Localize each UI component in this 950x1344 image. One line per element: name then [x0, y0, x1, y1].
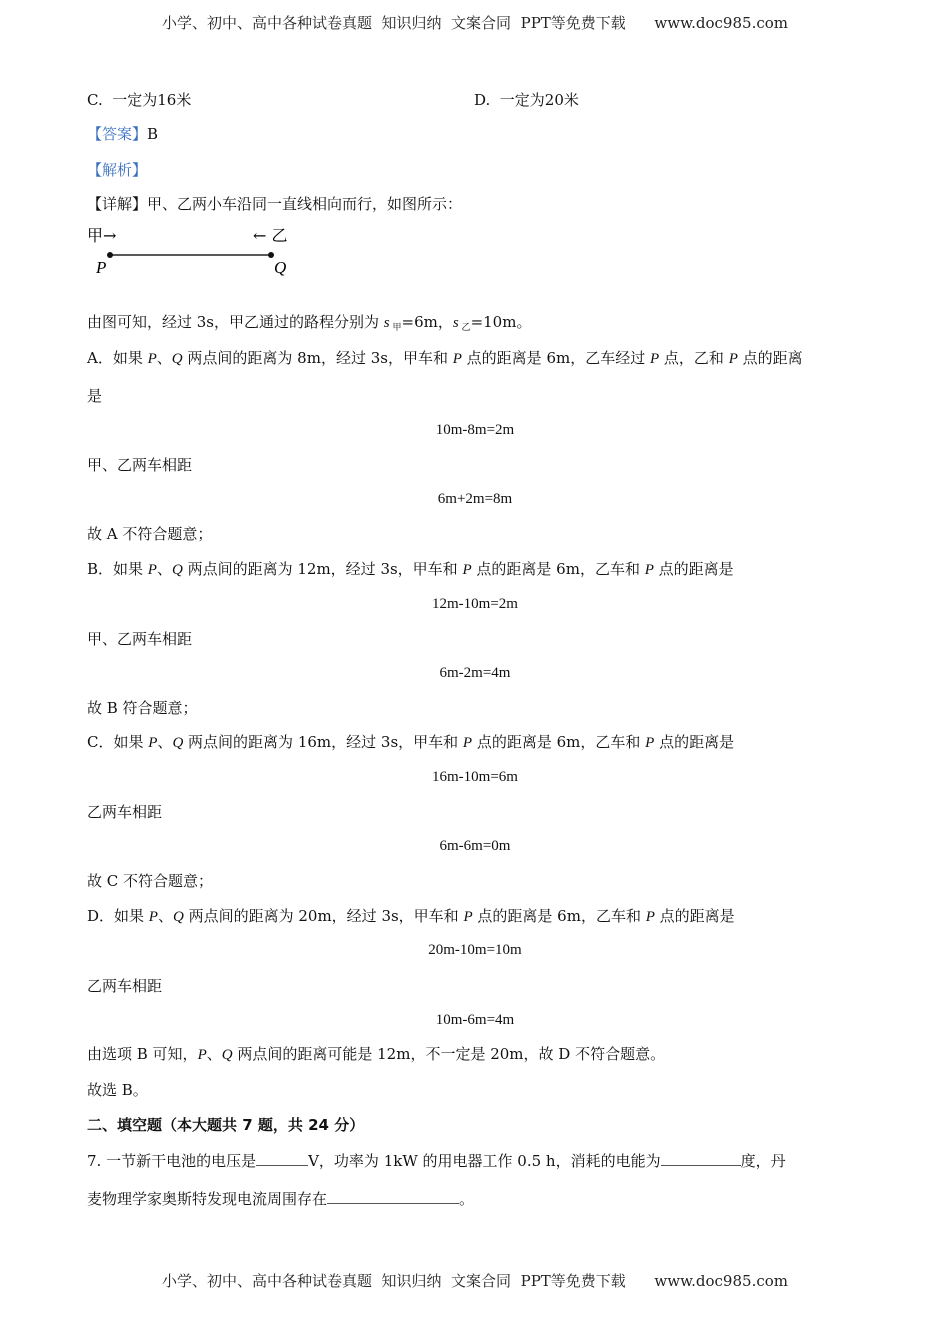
right-car-label: ← 乙 — [253, 226, 288, 245]
text-segment: 6m-6m=0m — [439, 838, 511, 854]
text-segment: P — [463, 909, 473, 925]
text-segment: Q — [171, 351, 183, 367]
section-label: 【解析】 — [87, 161, 148, 179]
text-segment: P — [645, 735, 655, 751]
text-segment: 6m+2m=8m — [437, 491, 513, 507]
text-line — [87, 312, 531, 338]
text-line — [87, 629, 192, 649]
text-segment: D．如果 — [87, 907, 149, 925]
text-segment: 10m-6m=4m — [435, 1012, 515, 1028]
text-line — [87, 1189, 474, 1209]
text-line — [87, 1115, 364, 1135]
text-line — [87, 124, 158, 144]
text-line — [87, 559, 734, 580]
text-line — [87, 194, 462, 214]
text-line — [87, 455, 192, 475]
text-segment: 甲、乙两车相距 — [87, 630, 193, 648]
equation-line — [0, 1010, 950, 1030]
text-segment: 二、填空题（本大题共 7 题，共 24 分） — [87, 1116, 365, 1134]
page-footer: 小学、初中、高中各种试卷真题 知识归纳 文案合同 PPT等免费下载 www.doc985.com — [161, 1272, 788, 1290]
point-p — [107, 252, 113, 258]
text-line — [87, 906, 735, 927]
answer-blank[interactable] — [661, 1151, 741, 1166]
text-segment: C．如果 — [87, 733, 149, 751]
text-segment: 12m-10m=2m — [432, 596, 518, 612]
equation-line — [0, 489, 950, 509]
text-segment: P — [147, 562, 157, 578]
text-segment: B — [147, 125, 159, 143]
text-line — [87, 976, 162, 996]
option-c: C. 一定为16米 — [87, 91, 192, 109]
point-q-label: Q — [274, 258, 287, 277]
text-segment: 点的距离是 6m，乙车经过 — [461, 349, 650, 367]
text-segment: 10m-8m=2m — [435, 422, 515, 438]
page-header: 小学、初中、高中各种试卷真题 知识归纳 文案合同 PPT等免费下载 www.doc985.com — [161, 14, 788, 32]
text-segment: 点的距离是 6m，乙车和 — [472, 907, 646, 925]
text-segment: A．如果 — [87, 349, 148, 367]
text-line — [87, 160, 147, 180]
text-segment: 、 — [157, 733, 173, 751]
text-segment: 、 — [156, 560, 172, 578]
text-segment: V，功率为 1kW 的用电器工作 0.5 h，消耗的电能为 — [308, 1152, 661, 1170]
equation-line — [0, 420, 950, 440]
text-segment: 由图可知，经过 3s，甲乙通过的路程分别为 — [87, 313, 384, 331]
text-segment: P — [462, 562, 472, 578]
text-segment: Q — [221, 1047, 233, 1063]
answer-blank[interactable] — [256, 1151, 308, 1166]
text-line — [87, 1044, 665, 1065]
text-segment: 点，乙和 — [659, 349, 729, 367]
text-segment: 两点间的距离为 16m，经过 3s，甲车和 — [183, 733, 463, 751]
text-segment: 、 — [157, 907, 173, 925]
text-segment: 、 — [206, 1045, 222, 1063]
text-line — [87, 1151, 786, 1171]
text-segment: Q — [172, 735, 184, 751]
text-segment: Q — [172, 909, 184, 925]
text-segment: P — [147, 351, 157, 367]
text-segment: P — [148, 735, 158, 751]
text-line — [87, 732, 734, 753]
text-segment: P — [728, 351, 738, 367]
text-segment: 乙两车相距 — [87, 803, 163, 821]
text-segment: 点的距离是 6m，乙车和 — [471, 560, 645, 578]
text-segment: 、 — [156, 349, 172, 367]
text-segment: 乙两车相距 — [87, 977, 163, 995]
text-segment: 点的距离 — [737, 349, 803, 367]
text-segment: Q — [171, 562, 183, 578]
text-segment: 20m-10m=10m — [428, 942, 522, 958]
text-segment: 故选 B。 — [87, 1081, 148, 1099]
text-line — [87, 871, 213, 891]
text-segment: 点的距离是 6m，乙车和 — [472, 733, 646, 751]
text-segment: P — [462, 735, 473, 751]
point-p-label: P — [96, 258, 107, 277]
text-segment: 麦物理学家奥斯特发现电流周围存在 — [87, 1190, 328, 1208]
text-segment: P — [644, 562, 654, 578]
text-line — [87, 802, 162, 822]
text-segment: P — [645, 909, 655, 925]
text-segment: =10m。 — [470, 313, 532, 331]
text-line — [87, 698, 198, 718]
text-segment: 【详解】甲、乙两小车沿同一直线相向而行，如图所示： — [87, 195, 463, 213]
text-segment: s — [383, 315, 390, 331]
text-segment: 两点间的距离为 20m，经过 3s，甲车和 — [183, 907, 464, 925]
equation-line — [0, 663, 950, 683]
text-line — [87, 386, 102, 406]
left-car-label: 甲→ — [87, 226, 117, 245]
text-segment: 度，丹 — [740, 1152, 786, 1170]
equation-line — [0, 594, 950, 614]
equation-line — [0, 767, 950, 787]
text-segment: 乙 — [458, 323, 471, 333]
text-segment: 甲、乙两车相距 — [87, 456, 193, 474]
text-segment: 是 — [87, 387, 103, 405]
text-segment: 故 A 不符合题意； — [87, 525, 213, 543]
text-segment: P — [452, 351, 462, 367]
text-segment: 16m-10m=6m — [432, 769, 518, 785]
text-segment: 点的距离是 — [654, 907, 735, 925]
text-segment: s — [452, 315, 459, 331]
text-line — [87, 348, 803, 369]
text-segment: 7. 一节新干电池的电压是 — [87, 1152, 257, 1170]
text-segment: P — [148, 909, 158, 925]
section-label: 【答案】 — [87, 125, 148, 143]
text-segment: 故 C 不符合题意； — [87, 872, 214, 890]
text-segment: 甲 — [389, 323, 402, 333]
text-segment: P — [649, 351, 660, 367]
equation-line — [0, 940, 950, 960]
option-d: D. 一定为20米 — [474, 91, 579, 109]
text-line — [87, 1080, 148, 1100]
text-segment: 由选项 B 可知， — [87, 1045, 198, 1063]
text-segment: 6m-2m=4m — [439, 665, 511, 681]
text-segment: 。 — [459, 1190, 475, 1208]
text-segment: B．如果 — [87, 560, 148, 578]
text-segment: 点的距离是 — [653, 560, 734, 578]
text-segment: 点的距离是 — [654, 733, 735, 751]
text-segment: 两点间的距离为 8m，经过 3s，甲车和 — [182, 349, 453, 367]
text-segment: 故 B 符合题意； — [87, 699, 198, 717]
text-segment: P — [197, 1047, 207, 1063]
equation-line — [0, 836, 950, 856]
text-segment: =6m， — [401, 313, 453, 331]
text-segment: 两点间的距离可能是 12m，不一定是 20m，故 D 不符合题意。 — [232, 1045, 666, 1063]
text-line — [87, 524, 212, 544]
text-segment: 两点间的距离为 12m，经过 3s，甲车和 — [182, 560, 463, 578]
motion-diagram — [85, 222, 305, 282]
answer-blank[interactable] — [327, 1189, 459, 1204]
